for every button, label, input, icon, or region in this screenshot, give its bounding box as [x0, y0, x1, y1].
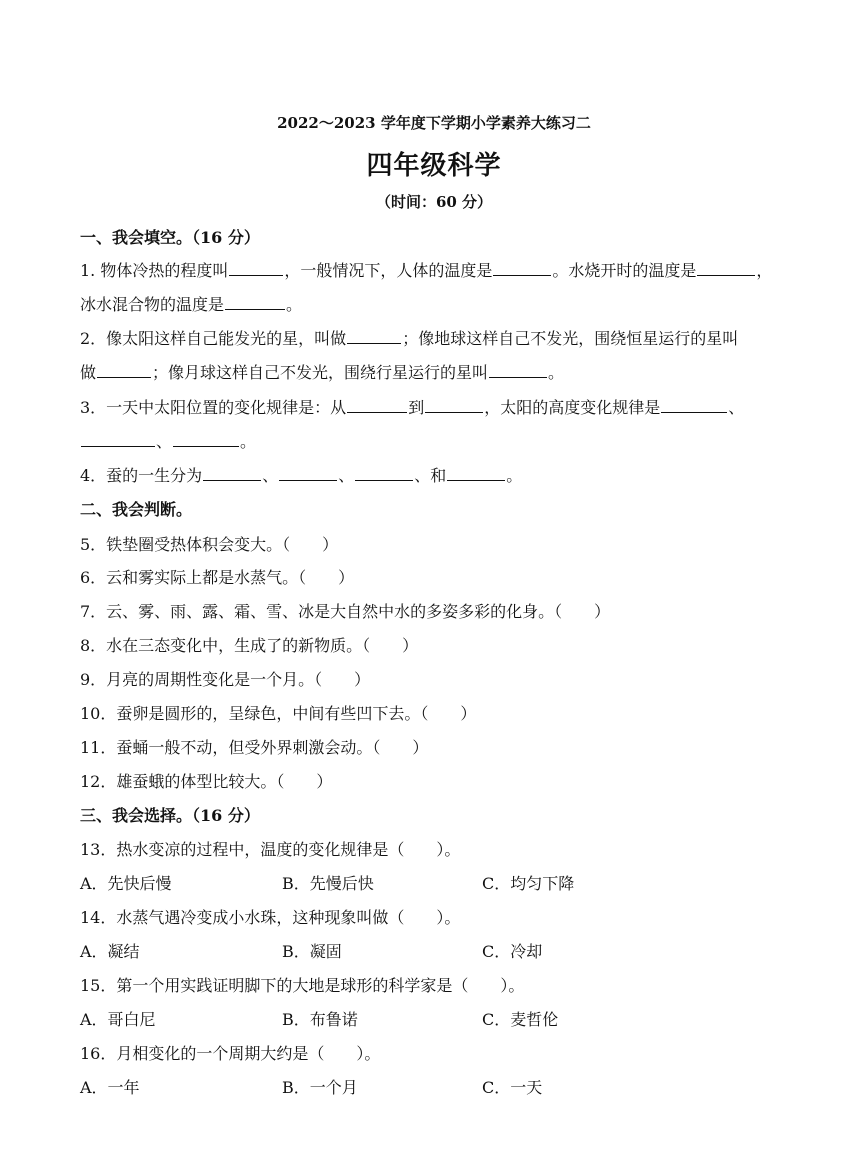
- choice-question: 16．月相变化的一个周期大约是（ ）。: [80, 1044, 381, 1063]
- answer-blank[interactable]: [697, 261, 755, 276]
- judge-question[interactable]: 7．云、雾、雨、露、霜、雪、冰是大自然中水的多姿多彩的化身。（ ）: [80, 602, 611, 621]
- section-heading-choice: 三、我会选择。（16 分）: [80, 806, 260, 825]
- judge-question[interactable]: 6．云和雾实际上都是水蒸气。（ ）: [80, 568, 355, 587]
- section-heading-fill: 一、我会填空。（16 分）: [80, 228, 260, 247]
- answer-blank[interactable]: [81, 432, 155, 447]
- judge-question[interactable]: 9．月亮的周期性变化是一个月。（ ）: [80, 670, 371, 689]
- answer-blank[interactable]: [97, 363, 151, 378]
- question-1-line-2: 冰水混合物的温度是 。: [80, 295, 303, 314]
- question-3-line-1: 3．一天中太阳位置的变化规律是：从 到 ，太阳的高度变化规律是 、: [80, 398, 745, 417]
- exam-subtitle: 2022～2023 学年度下学期小学素养大练习二: [277, 114, 591, 132]
- question-4: 4．蚕的一生分为 、 、 、和 。: [80, 466, 523, 485]
- choice-option-a[interactable]: A．一年: [80, 1078, 140, 1097]
- choice-option-a[interactable]: A．凝结: [80, 942, 140, 961]
- answer-blank[interactable]: [347, 398, 407, 413]
- choice-question: 15．第一个用实践证明脚下的大地是球形的科学家是（ ）。: [80, 976, 525, 995]
- answer-blank[interactable]: [173, 432, 239, 447]
- answer-blank[interactable]: [347, 329, 401, 344]
- choice-option-c[interactable]: C．一天: [482, 1078, 543, 1097]
- answer-blank[interactable]: [225, 295, 285, 310]
- choice-option-a[interactable]: A．哥白尼: [80, 1010, 156, 1029]
- answer-blank[interactable]: [203, 466, 261, 481]
- choice-option-c[interactable]: C．麦哲伦: [482, 1010, 559, 1029]
- judge-question[interactable]: 8．水在三态变化中，生成了的新物质。（ ）: [80, 636, 419, 655]
- choice-question: 13．热水变凉的过程中，温度的变化规律是（ ）。: [80, 840, 461, 859]
- judge-question[interactable]: 5．铁垫圈受热体积会变大。（ ）: [80, 535, 339, 554]
- judge-question[interactable]: 12．雄蚕蛾的体型比较大。（ ）: [80, 772, 333, 791]
- question-1-line-1: 1. 物体冷热的程度叫 ，一般情况下，人体的温度是 。水烧开时的温度是 ，: [80, 261, 773, 280]
- choice-option-c[interactable]: C．均匀下降: [482, 874, 575, 893]
- section-heading-judge: 二、我会判断。: [80, 500, 193, 519]
- choice-option-b[interactable]: B．先慢后快: [282, 874, 374, 893]
- choice-option-b[interactable]: B．一个月: [282, 1078, 358, 1097]
- choice-option-c[interactable]: C．冷却: [482, 942, 543, 961]
- question-2-line-2: 做 ；像月球这样自己不发光，围绕行星运行的星叫 。: [80, 363, 565, 382]
- question-2-line-1: 2．像太阳这样自己能发光的星，叫做 ；像地球这样自己不发光，围绕恒星运行的星叫: [80, 329, 739, 348]
- answer-blank[interactable]: [355, 466, 413, 481]
- choice-option-a[interactable]: A．先快后慢: [80, 874, 172, 893]
- answer-blank[interactable]: [661, 398, 727, 413]
- answer-blank[interactable]: [425, 398, 483, 413]
- question-3-line-2: 、 。: [80, 432, 800, 452]
- choice-option-b[interactable]: B．凝固: [282, 942, 342, 961]
- answer-blank[interactable]: [229, 261, 283, 276]
- exam-time: （时间：60 分）: [375, 193, 493, 211]
- judge-question[interactable]: 10．蚕卵是圆形的，呈绿色，中间有些凹下去。（ ）: [80, 704, 477, 723]
- exam-title: 四年级科学: [366, 151, 502, 181]
- answer-blank[interactable]: [489, 363, 547, 378]
- choice-question: 14．水蒸气遇冷变成小水珠，这种现象叫做（ ）。: [80, 908, 461, 927]
- answer-blank[interactable]: [279, 466, 337, 481]
- answer-blank[interactable]: [493, 261, 551, 276]
- answer-blank[interactable]: [447, 466, 505, 481]
- judge-question[interactable]: 11．蚕蛹一般不动，但受外界刺激会动。（ ）: [80, 738, 429, 757]
- choice-option-b[interactable]: B．布鲁诺: [282, 1010, 358, 1029]
